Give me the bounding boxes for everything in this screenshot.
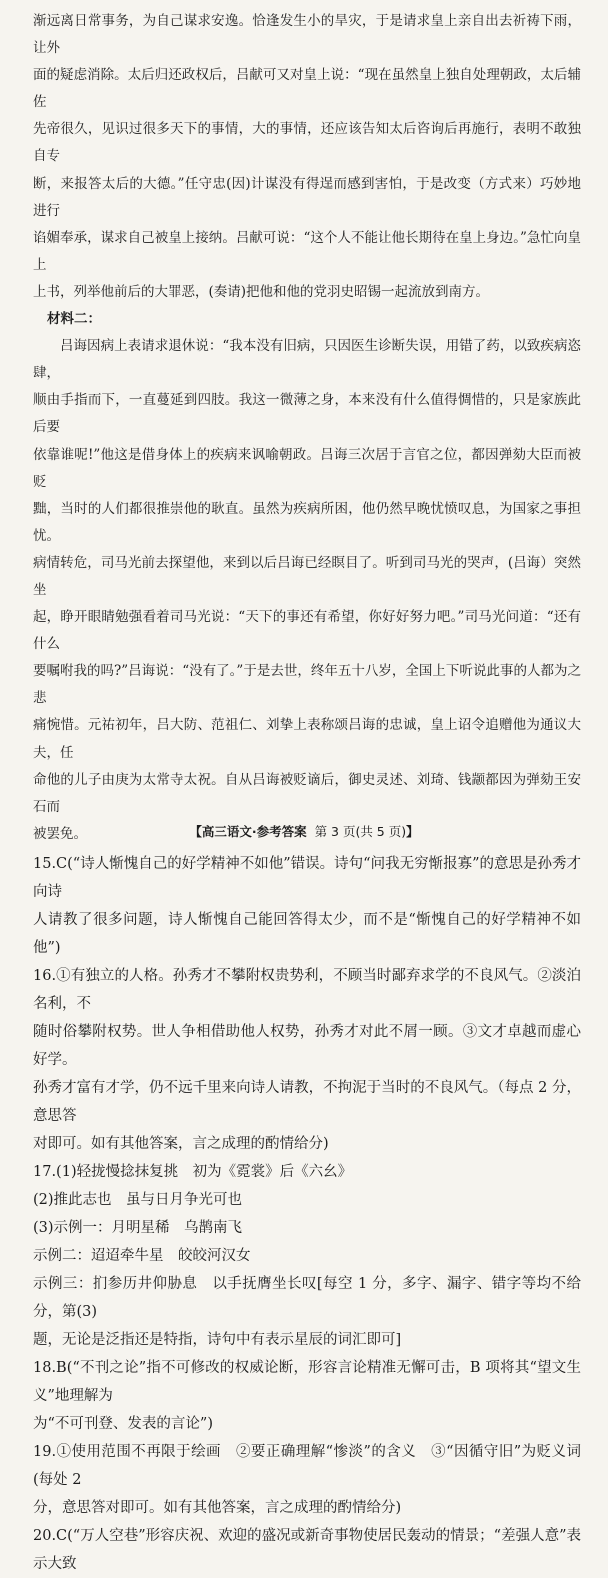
text-line: 渐远离日常事务，为自己谋求安逸。恰逢发生小的旱灾，于是请求皇上亲自出去祈祷下雨，让外 <box>33 13 581 57</box>
footer-left-bracket: 【 <box>189 824 202 839</box>
material-one-translation <box>33 8 581 306</box>
answer-16 <box>33 962 581 1158</box>
answer-line: 题，无论是泛指还是特指，诗句中有表示星辰的词汇即可] <box>33 1331 402 1348</box>
answer-15 <box>33 850 581 962</box>
page-footer <box>0 822 608 840</box>
answers <box>33 850 581 1578</box>
answer-line: 为“不可刊登、发表的言论”) <box>33 1415 213 1432</box>
answer-line: 15.C(“诗人惭愧自己的好学精神不如他”错误。诗句“问我无穷惭报寡”的意思是孙秀才向诗 <box>33 855 581 900</box>
text-line: 吕诲因病上表请求退休说：“我本没有旧病，只因医生诊断失误，用错了药，以致疾病恣肆， <box>33 338 581 382</box>
answer-line: 孙秀才富有才学，仍不远千里来向诗人请教，不拘泥于当时的不良风气。（每点 2 分，意思答 <box>33 1079 581 1124</box>
answer-20 <box>33 1522 581 1578</box>
text-line: 黜，当时的人们都很推崇他的耿直。虽然为疾病所困，他仍然早晚忧愤叹息，为国家之事担忧。 <box>33 500 581 544</box>
answer-line: 分，意思答对即可。如有其他答案，言之成理的酌情给分) <box>33 1499 402 1516</box>
answer-line: (2)推此志也 虽与日月争光可也 <box>33 1191 243 1208</box>
answer-line: 18.B(“不刊之论”指不可修改的权威论断，形容言论精准无懈可击，B 项将其“望文生义”地理解为 <box>33 1359 581 1404</box>
material-two-translation <box>33 306 581 848</box>
text-line: 谄媚奉承，谋求自己被皇上接纳。吕献可说：“这个人不能让他长期待在皇上身边。”急忙向皇上 <box>33 229 581 273</box>
answer-line: 17.(1)轻拢慢捻抹复挑 初为《霓裳》后《六幺》 <box>33 1163 353 1180</box>
answer-line: 20.C(“万人空巷”形容庆祝、欢迎的盛况或新奇事物使居民轰动的情景；“差强人意”表示大致 <box>33 1527 581 1572</box>
text-line: 痛惋惜。元祐初年，吕大防、范祖仁、刘挚上表称颂吕诲的忠诚，皇上诏令追赠他为通议大夫，任 <box>33 717 581 761</box>
footer-page-number: 第 3 页(共 5 页) <box>314 824 407 839</box>
answer-17 <box>33 1158 581 1354</box>
text-line: 起，睁开眼睛勉强看着司马光说：“天下的事还有希望，你好好努力吧。”司马光问道：“还有什么 <box>33 609 581 653</box>
text-line: 病情转危，司马光前去探望他，来到以后吕诲已经瞑目了。听到司马光的哭声，(吕诲）突然坐 <box>33 554 581 598</box>
answer-18 <box>33 1354 581 1438</box>
footer-title: 高三语文·参考答案 <box>201 824 307 839</box>
answer-line: 示例三：扪参历井仰胁息 以手抚膺坐长叹[每空 1 分，多字、漏字、错字等均不给分，第(3) <box>33 1275 581 1320</box>
answer-line: 随时俗攀附权势。世人争相借助他人权势，孙秀才对此不屑一顾。③文才卓越而虚心好学。 <box>33 1023 581 1068</box>
material-two-heading: 材料二： <box>47 311 101 328</box>
answer-line: 示例二：迢迢牵牛星 皎皎河汉女 <box>33 1247 251 1264</box>
answer-line: 对即可。如有其他答案，言之成理的酌情给分) <box>33 1135 329 1152</box>
answer-line: (3)示例一：月明星稀 乌鹊南飞 <box>33 1219 243 1236</box>
answer-line: 16.①有独立的人格。孙秀才不攀附权贵势利，不顾当时鄙弃求学的不良风气。②淡泊名利，不 <box>33 967 581 1012</box>
text-line: 依靠谁呢!”他这是借身体上的疾病来讽喻朝政。吕诲三次居于言官之位，都因弹劾大臣而被贬 <box>33 446 581 490</box>
text-line: 被罢免。 <box>33 825 87 842</box>
content <box>33 8 581 1578</box>
footer-right-bracket: 】 <box>406 824 419 839</box>
text-line: 先帝很久，见识过很多天下的事情，大的事情，还应该告知太后咨询后再施行，表明不敢独自专 <box>33 121 581 165</box>
text-line: 断，来报答太后的大德。”任守忠(因)计谋没有得逞而感到害怕，于是改变（方式来）巧妙地进行 <box>33 175 581 219</box>
text-line: 要嘱咐我的吗?”吕诲说：“没有了。”于是去世，终年五十八岁，全国上下听说此事的人都为之悲 <box>33 663 581 707</box>
text-line: 顺由手指而下，一直蔓延到四肢。我这一微薄之身，本来没有什么值得惆惜的，只是家族此后要 <box>33 392 581 436</box>
text-line: 命他的儿子由庚为太常寺太祝。自从吕诲被贬谪后，御史灵述、刘琦、钱颛都因为弹劾王安石而 <box>33 771 581 815</box>
text-line: 上书，列举他前后的大罪恶，(奏请)把他和他的党羽史昭锡一起流放到南方。 <box>33 283 490 300</box>
text-line: 面的疑虑消除。太后归还政权后，吕献可又对皇上说：“现在虽然皇上独自处理朝政，太后辅佐 <box>33 67 581 111</box>
answer-line: 19.①使用范围不再限于绘画 ②要正确理解“惨淡”的含义 ③“因循守旧”为贬义词(每处 2 <box>33 1443 581 1488</box>
answer-19 <box>33 1438 581 1522</box>
answer-line: 人请教了很多问题，诗人惭愧自己能回答得太少，而不是“惭愧自己的好学精神不如他”) <box>33 911 581 956</box>
